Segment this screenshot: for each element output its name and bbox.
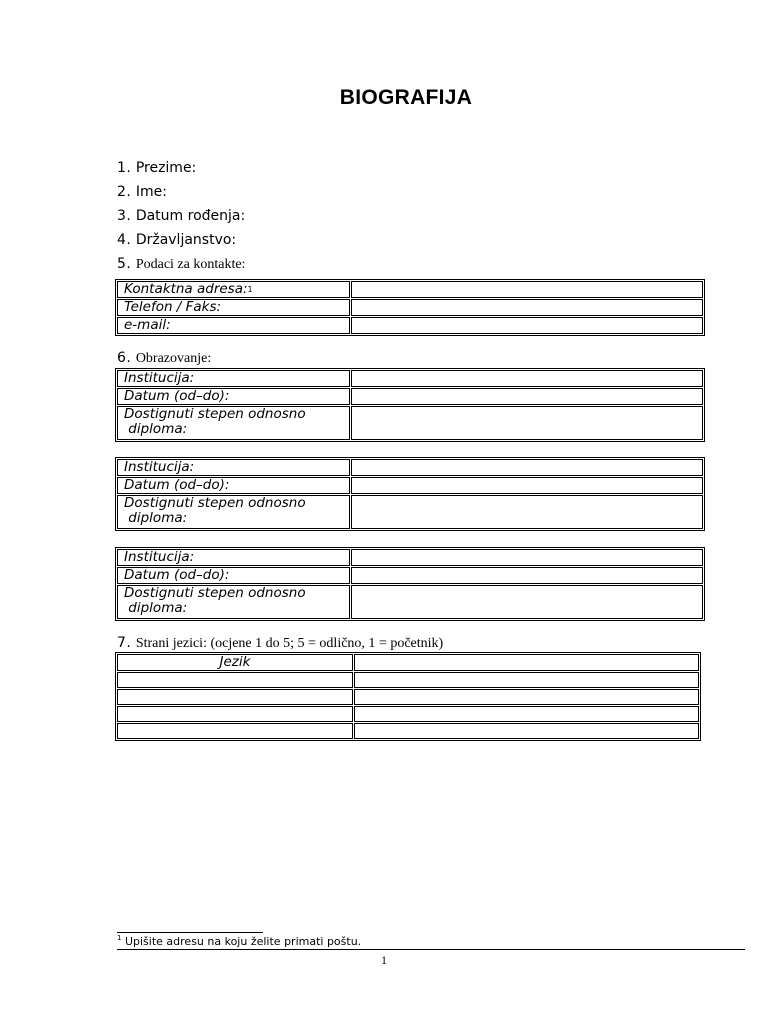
item-number: 3. [117,208,132,224]
education-degree-label: Dostignuti stepen odnosno diploma: [117,495,350,529]
contact-email-value[interactable] [351,317,703,334]
language-header-grade [354,654,699,671]
item-number: 2. [117,184,132,200]
item-label: Prezime: [135,160,197,176]
education-date-value[interactable] [351,477,703,494]
language-name-cell[interactable] [117,672,353,688]
education-degree-label: Dostignuti stepen odnosno diploma: [117,585,350,619]
item-education-heading [117,350,211,367]
item-number: 5. [117,256,132,272]
language-grade-cell[interactable] [354,706,699,722]
footnote-separator [117,932,263,933]
language-grade-cell[interactable] [354,689,699,705]
education-date-label: Datum (od–do): [117,388,350,405]
education-table-1 [115,368,705,442]
item-name [117,184,167,200]
item-label: Datum rođenja: [135,208,246,224]
language-name-cell[interactable] [117,689,353,705]
language-table [115,652,701,741]
education-institution-value[interactable] [351,549,703,566]
footnote-text: Upišite adresu na koju želite primati poštu. [124,935,362,948]
language-header: Jezik [117,654,353,671]
education-institution-label: Institucija: [117,370,350,387]
education-institution-value[interactable] [351,370,703,387]
language-grade-cell[interactable] [354,723,699,739]
education-degree-label: Dostignuti stepen odnosno diploma: [117,406,350,440]
education-institution-value[interactable] [351,459,703,476]
contact-phone-label: Telefon / Faks: [117,299,350,316]
page-footer-rule [117,949,745,950]
education-date-value[interactable] [351,567,703,584]
footnote [117,935,361,948]
education-date-label: Datum (od–do): [117,567,350,584]
contact-phone-value[interactable] [351,299,703,316]
item-contact-heading [117,256,245,273]
education-degree-value[interactable] [351,406,703,440]
language-name-cell[interactable] [117,706,353,722]
contact-email-label: e-mail: [117,317,350,334]
item-surname [117,160,196,176]
contact-address-label: Kontaktna adresa:$^1$ [117,281,350,298]
education-degree-value[interactable] [351,495,703,529]
page-title: BIOGRAFIJA [339,86,473,109]
item-number: 6. [117,350,132,366]
contact-address-value[interactable] [351,281,703,298]
education-table-2 [115,457,705,531]
item-label: Podaci za kontakte: [135,257,246,272]
contact-table [115,279,705,336]
item-citizenship [117,232,236,248]
education-institution-label: Institucija: [117,459,350,476]
item-label: Državljanstvo: [135,232,237,248]
education-date-label: Datum (od–do): [117,477,350,494]
education-table-3 [115,547,705,621]
item-label: Obrazovanje: [135,351,212,366]
item-label: Strani jezici: (ocjene 1 do 5; 5 = odlično, 1 = početnik) [135,636,444,651]
education-date-value[interactable] [351,388,703,405]
footnote-marker: 1 [117,934,122,942]
item-languages-heading [117,635,443,652]
item-label: Ime: [135,184,167,200]
language-name-cell[interactable] [117,723,353,739]
page-number: 1 [381,953,387,967]
item-number: 1. [117,160,132,176]
education-institution-label: Institucija: [117,549,350,566]
item-birthdate [117,208,245,224]
item-number: 7. [117,635,132,651]
language-grade-cell[interactable] [354,672,699,688]
education-degree-value[interactable] [351,585,703,619]
item-number: 4. [117,232,132,248]
